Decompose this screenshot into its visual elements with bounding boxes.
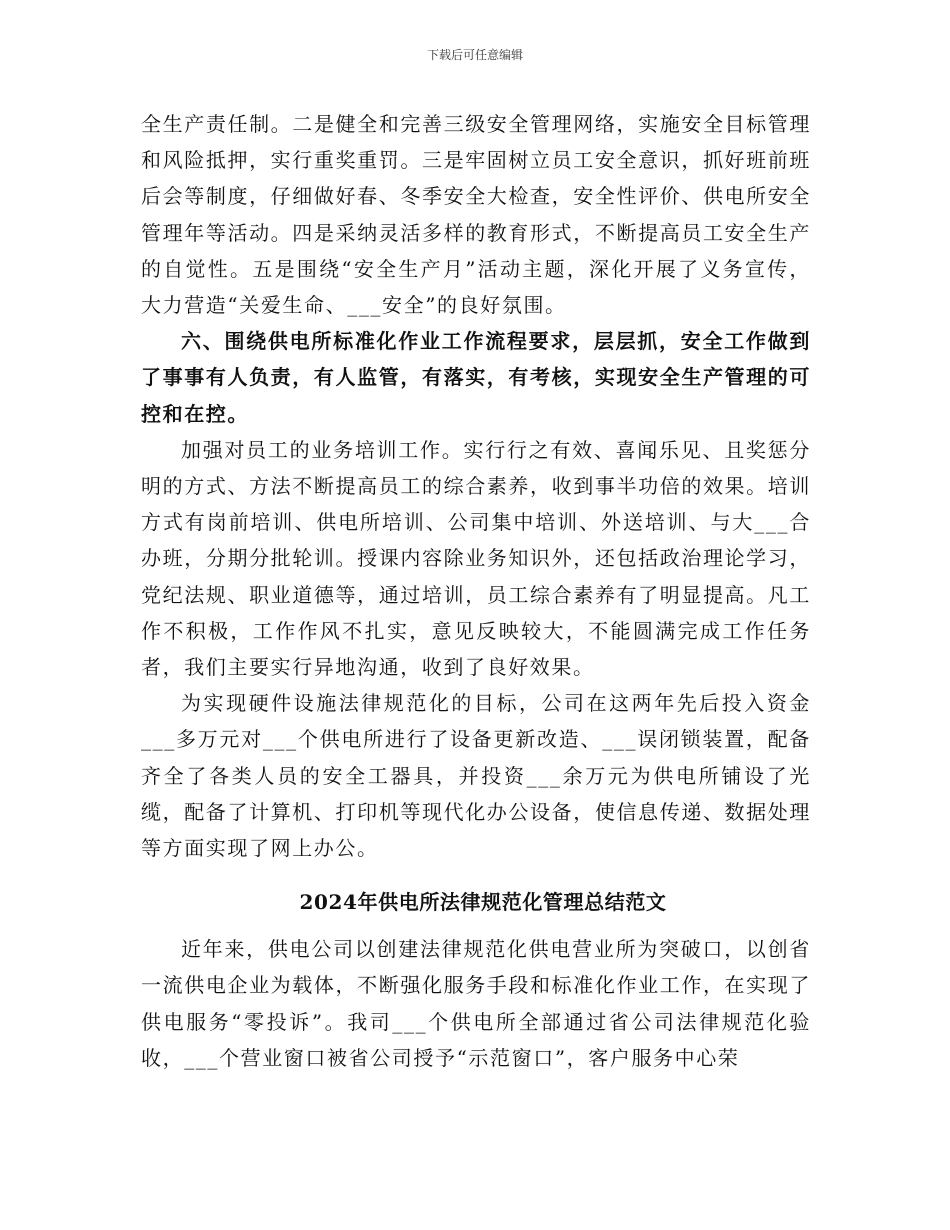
- paragraph-safety-measures: 全生产责任制。二是健全和完善三级安全管理网络，实施安全目标管理和风险抵押，实行重奖重罚。三是牢固树立员工安全意识，抓好班前班后会等制度，仔细做好春、冬季安全大检查，安全性评价、供电所安全管理年等活动。四是采纳灵活多样的教育形式，不断提高员工安全生产的自觉性。五是围绕“安全生产月”活动主题，深化开展了义务宣传，大力营造“关爱生命、___安全”的良好氛围。: [141, 112, 811, 318]
- paragraph-point-six: 六、围绕供电所标准化作业工作流程要求，层层抓，安全工作做到了事事有人负责，有人监管，有落实，有考核，实现安全生产管理的可控和在控。: [141, 329, 811, 426]
- paragraph-hardware: 为实现硬件设施法律规范化的目标，公司在这两年先后投入资金___多万元对___个供电所进行了设备更新改造、___误闭锁装置，配备齐全了各类人员的安全工器具，并投资___余万元为供电所铺设了光缆，配备了计算机、打印机等现代化办公设备，使信息传递、数据处理等方面实现了网上办公。: [141, 691, 811, 861]
- section-title: 2024年供电所法律规范化管理总结范文: [299, 890, 667, 915]
- document-body: [141, 106, 811, 1076]
- page-header-note: 下载后可任意编辑: [426, 48, 523, 62]
- paragraph-training: 加强对员工的业务培训工作。实行行之有效、喜闻乐见、且奖惩分明的方式、方法不断提高员工的综合素养，收到事半功倍的效果。培训方式有岗前培训、供电所培训、公司集中培训、外送培训、与大___合办班，分期分批轮训。授课内容除业务知识外，还包括政治理论学习，党纪法规、职业道德等，通过培训，员工综合素养有了明显提高。凡工作不积极，工作作风不扎实，意见反映较大，不能圆满完成工作任务者，我们主要实行异地沟通，收到了良好效果。: [141, 437, 811, 680]
- paragraph-intro: 近年来，供电公司以创建法律规范化供电营业所为突破口，以创省一流供电企业为载体，不断强化服务手段和标准化作业工作，在实现了供电服务“零投诉”。我司___个供电所全部通过省公司法律规范化验收，___个营业窗口被省公司授予“示范窗口”，客户服务中心荣: [141, 937, 811, 1070]
